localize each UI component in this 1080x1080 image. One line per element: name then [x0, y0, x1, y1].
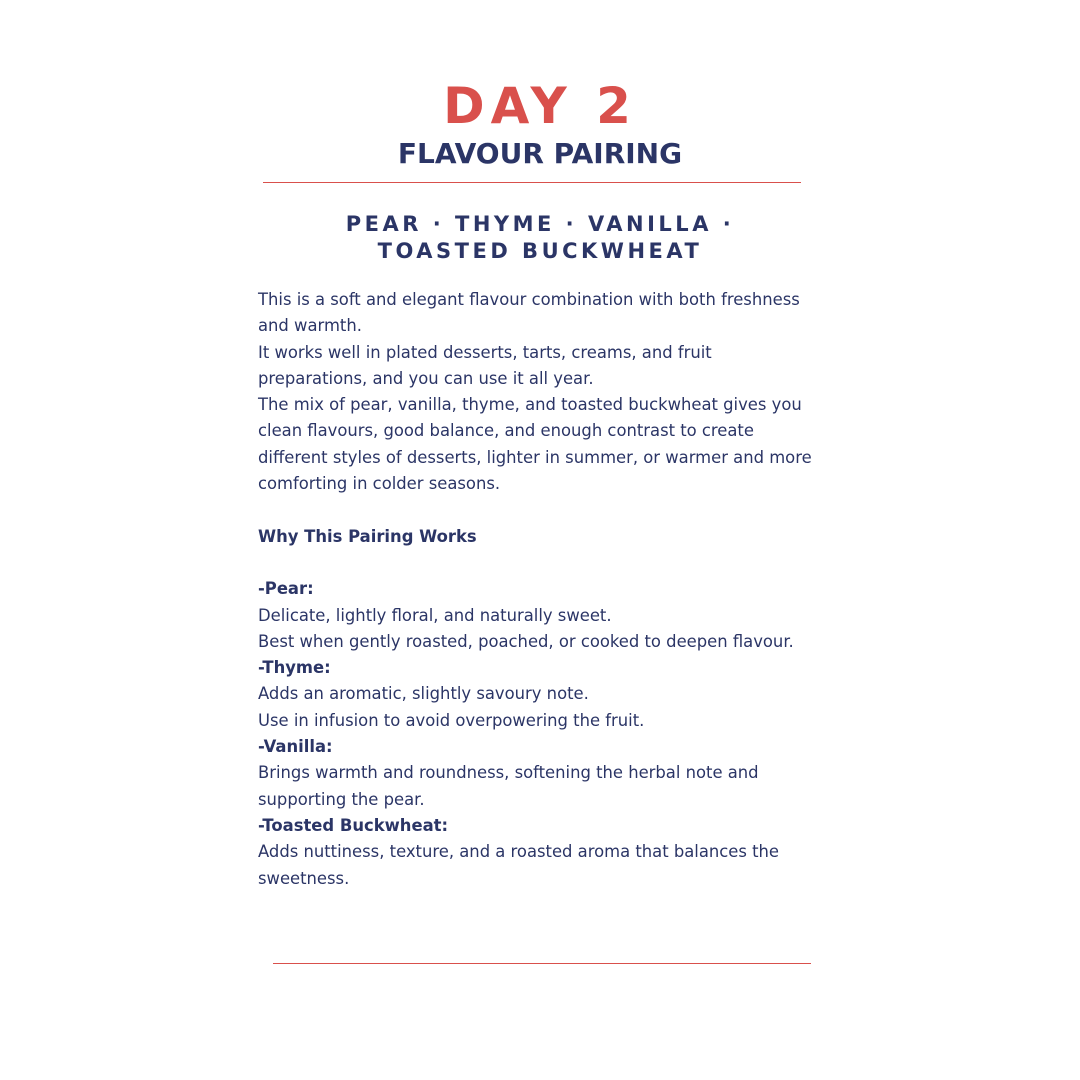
ingredient-name-toasted-buckwheat: -Toasted Buckwheat: — [258, 815, 449, 835]
ingredient-name-pear: -Pear: — [258, 579, 314, 599]
spacer — [258, 497, 818, 523]
intro-paragraph-3: The mix of pear, vanilla, thyme, and toasted buckwheat gives you clean flavours, good balance, and enough contrast to create different styles of desserts, lighter in summer, or warmer and more comforting in colder seasons. — [258, 395, 812, 494]
ingredient-line: Delicate, lightly floral, and naturally sweet. — [258, 605, 612, 625]
section-heading: Why This Pairing Works — [258, 526, 477, 546]
day-title: DAY 2 — [443, 77, 637, 135]
ingredient-name-thyme: -Thyme: — [258, 658, 331, 678]
ingredient-line: Brings warmth and roundness, softening the herbal note and supporting the pear. — [258, 763, 759, 809]
ingredient-name-vanilla: -Vanilla: — [258, 737, 333, 757]
ingredient-line: Best when gently roasted, poached, or cooked to deepen flavour. — [258, 631, 794, 651]
intro-paragraph-1: This is a soft and elegant flavour combination with both freshness and warmth. — [258, 290, 800, 336]
ingredient-line: Use in infusion to avoid overpowering the fruit. — [258, 710, 645, 730]
ingredient-line: Adds an aromatic, slightly savoury note. — [258, 684, 589, 704]
pairing-title-line-1: PEAR · THYME · VANILLA · — [345, 212, 735, 236]
pairing-title — [0, 211, 1080, 265]
top-divider — [263, 182, 801, 183]
spacer — [258, 550, 818, 576]
page-subtitle: FLAVOUR PAIRING — [397, 137, 683, 170]
pairing-title-line-2: TOASTED BUCKWHEAT — [377, 239, 703, 263]
bottom-divider — [273, 963, 811, 964]
ingredient-line: Adds nuttiness, texture, and a roasted aroma that balances the sweetness. — [258, 842, 780, 888]
body-text — [258, 287, 818, 892]
intro-paragraph-2: It works well in plated desserts, tarts, creams, and fruit preparations, and you can use it all year. — [258, 342, 712, 388]
